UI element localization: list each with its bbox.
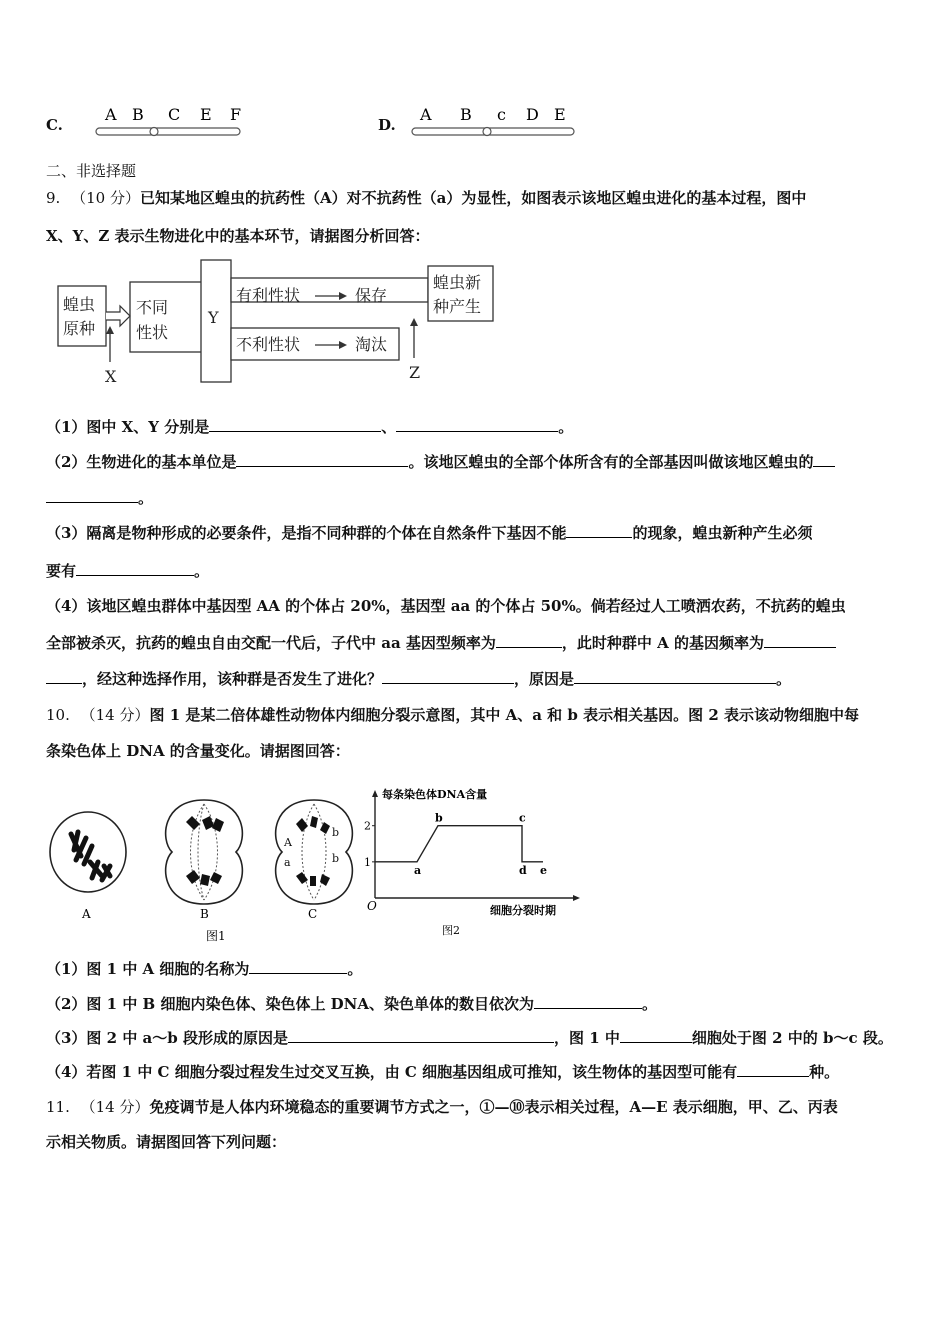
cell-c-label: C [308,907,318,921]
q9-part1: （1）图中 X、Y 分别是 、 。 [46,418,574,436]
answer-blank[interactable] [249,959,347,974]
q11-score: （14 分） [80,1098,150,1116]
q9-y-label: Y [208,308,219,327]
answer-blank[interactable] [209,417,381,432]
point-label: c [519,811,526,825]
answer-blank[interactable] [382,669,514,684]
answer-blank[interactable] [620,1028,692,1043]
q9-part3: （3）隔离是物种形成的必要条件，是指不同种群的个体在自然条件下基因不能 的现象，蝗虫新种产生必须 [46,524,813,542]
q11-stem-line1 [46,1096,838,1117]
q9-original-species-2: 原种 [63,319,96,338]
q9-stem-line1 [46,187,806,208]
q10-part4: （4）若图 1 中 C 细胞分裂过程发生过交叉互换，由 C 细胞基因组成可推知，该生物体的基因型可能有 种。 [46,1063,840,1081]
q9-unfavorable-trait: 不利性状 [236,335,301,354]
q9-stem: 已知某地区蝗虫的抗药性（A）对不抗药性（a）为显性，如图表示该地区蝗虫进化的基本过程，图中 [139,189,807,207]
q9-stem-line2: X、Y、Z 表示生物进化中的基本环节，请据图分析回答： [46,227,430,245]
q10-figure1 [46,790,366,950]
q9-eliminate: 淘汰 [355,335,388,354]
q9-new-species-1: 蝗虫新 [433,273,482,292]
answer-blank[interactable] [566,523,632,538]
chart-origin: O [367,899,377,913]
q10-stem-line2: 条染色体上 DNA 的含量变化。请据图回答： [46,742,350,760]
gene-label: b [332,852,340,865]
q9-z-label: Z [409,363,421,382]
answer-blank[interactable] [534,994,642,1009]
answer-blank[interactable] [46,488,138,503]
figure2-caption: 图2 [442,924,460,937]
cell-b-label: B [200,907,209,921]
answer-blank[interactable] [46,669,82,684]
q10-part2: （2）图 1 中 B 细胞内染色体、染色体上 DNA、染色单体的数目依次为 。 [46,995,658,1013]
dna-content-line [375,826,543,862]
option-d-gene: A [420,105,432,124]
gene-label: b [332,826,340,839]
q10-part3: （3）图 2 中 a～b 段形成的原因是 ，图 1 中 细胞处于图 2 中的 b～c 段。 [46,1029,893,1047]
q11-stem-line2: 示相关物质。请据图回答下列问题： [46,1133,287,1151]
q9-part2-cont: 。 [46,487,153,508]
y-tick-label: 1 [364,855,371,869]
y-tick-label: 2 [364,819,371,833]
option-c-label: C. [46,116,63,134]
q11-stem: 免疫调节是人体内环境稳态的重要调节方式之一，①—⑩表示相关过程，A—E 表示细胞，甲、乙、丙表 [149,1098,838,1116]
q10-part1: （1）图 1 中 A 细胞的名称为 。 [46,960,363,978]
q9-part4-cont2: ，经这种选择作用，该种群是否发生了进化？ ，原因是 。 [46,668,791,689]
q9-favorable-trait: 有利性状 [236,286,301,305]
option-c-gene: C [168,105,181,124]
option-c-gene: F [230,105,242,124]
section-title: 二、非选择题 [46,162,137,180]
q9-part4-cont1: 全部被杀灭，抗药的蝗虫自由交配一代后，子代中 aa 基因型频率为 ，此时种群中 A 的基因频率为 [46,632,836,653]
answer-blank[interactable] [574,669,776,684]
chart-x-label: 细胞分裂时期 [490,904,556,917]
answer-blank[interactable] [496,633,562,648]
answer-blank[interactable] [737,1062,809,1077]
q11-number: 11. [46,1098,70,1116]
answer-blank[interactable] [76,561,194,576]
option-d-gene: B [460,105,472,124]
q10-stem: 图 1 是某二倍体雄性动物体内细胞分裂示意图，其中 A、a 和 b 表示相关基因。图 2 表示该动物细胞中每 [149,706,860,724]
q9-new-species-2: 种产生 [433,297,482,316]
q9-part2: （2）生物进化的基本单位是 。该地区蝗虫的全部个体所含有的全部基因叫做该地区蝗虫的 [46,451,835,472]
option-c-gene: B [132,105,144,124]
cell-a-label: A [82,907,91,921]
q9-variation-2: 性状 [136,323,169,342]
point-label: b [435,811,443,825]
q9-score: （10 分） [71,189,140,207]
q10-score: （14 分） [80,706,150,724]
point-label: a [414,863,422,877]
point-label: d [519,863,527,877]
answer-blank[interactable] [236,452,408,467]
option-d-label: D. [378,116,396,134]
option-c-chromosome [90,100,250,145]
answer-blank[interactable] [813,452,835,467]
q9-original-species-1: 蝗虫 [63,295,96,314]
answer-blank[interactable] [396,417,558,432]
option-d-gene: D [526,105,539,124]
gene-label: a [284,856,291,869]
q9-part3-cont: 要有 。 [46,562,210,580]
answer-blank[interactable] [764,633,836,648]
q10-figure2-chart [362,782,592,942]
q9-x-label: X [105,367,117,386]
q9-part4: （4）该地区蝗虫群体中基因型 AA 的个体占 20%，基因型 aa 的个体占 50%。倘若经过人工喷洒农药，不抗药的蝗虫 [46,597,846,615]
q9-number: 9. [46,189,61,207]
gene-label: A [284,836,292,849]
q10-stem-line1 [46,704,859,725]
chart-y-label: 每条染色体DNA含量 [382,788,488,801]
option-c-gene: E [200,105,212,124]
option-d-gene: E [554,105,566,124]
option-c-gene: A [105,105,117,124]
q9-variation-1: 不同 [136,298,169,317]
q10-number: 10. [46,706,70,724]
figure1-caption: 图1 [206,929,226,943]
option-d-gene: c [497,105,506,124]
q9-keep: 保存 [355,286,388,305]
option-d-chromosome [408,100,578,145]
point-label: e [540,863,547,877]
q9-evolution-diagram [50,258,510,388]
answer-blank[interactable] [288,1028,554,1043]
